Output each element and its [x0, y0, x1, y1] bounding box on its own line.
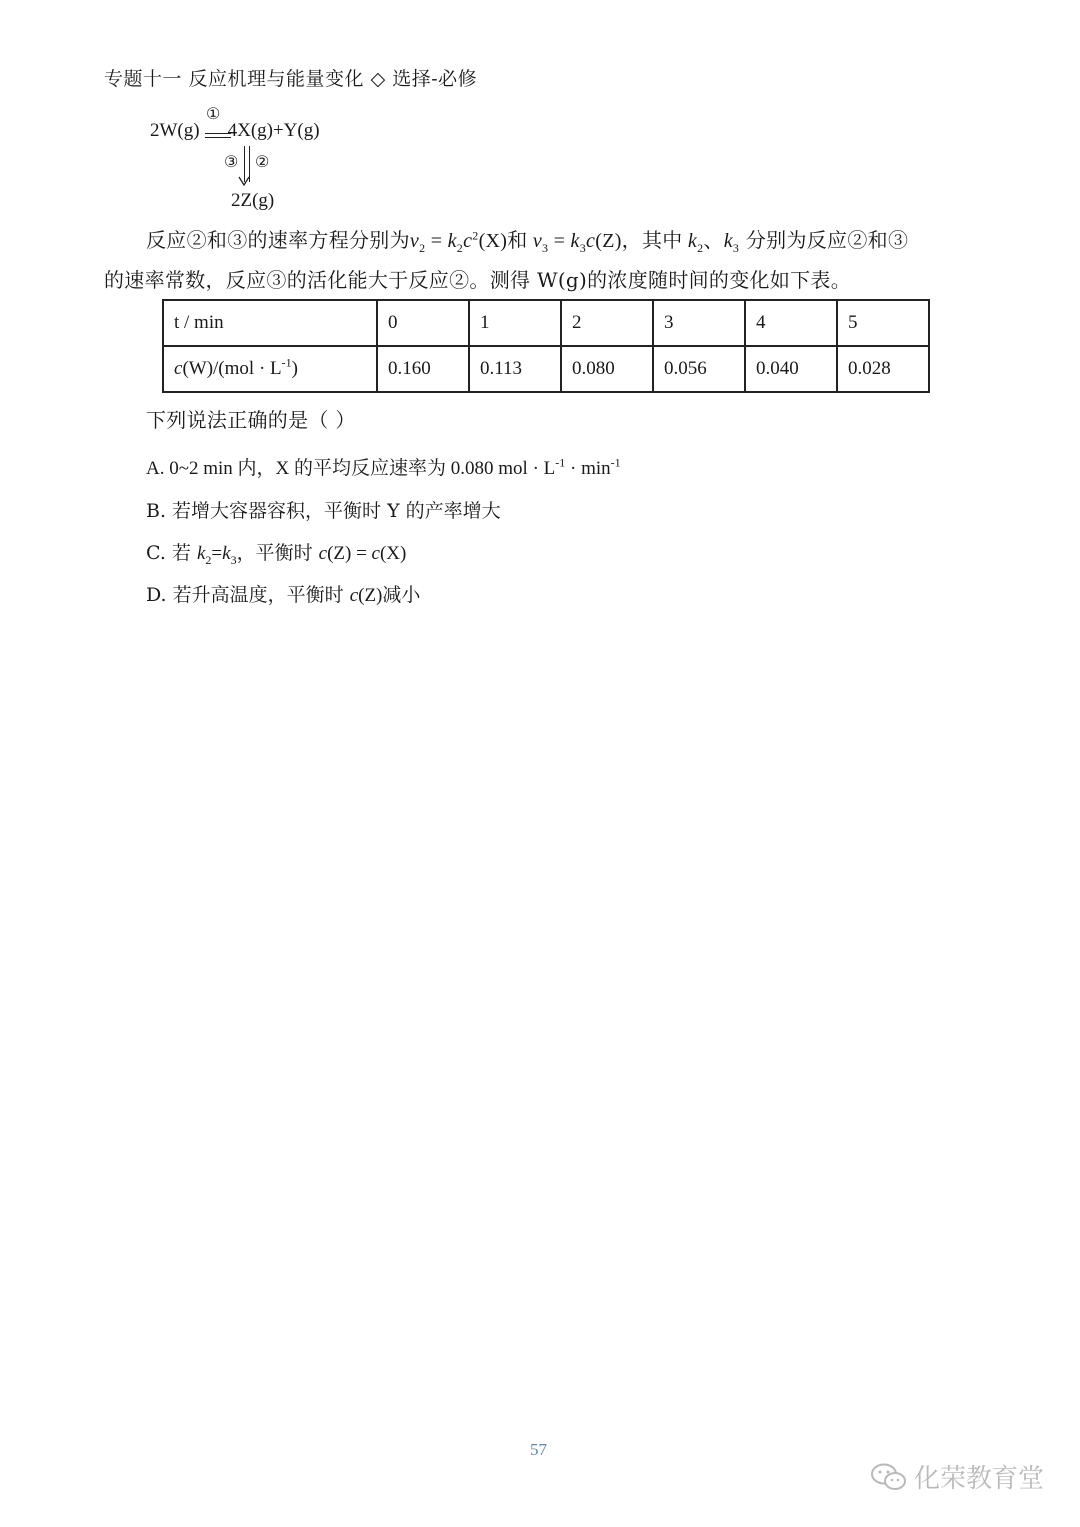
v2-symbol: v	[409, 230, 420, 252]
table-cell: 3	[653, 300, 745, 346]
unit-close: )	[291, 358, 298, 379]
table-cell: 5	[837, 300, 929, 346]
option-b: B. 若增大容器容积，平衡时 Y 的产率增大	[146, 500, 501, 522]
equals: =	[211, 543, 223, 564]
k3-subscript: 3	[732, 241, 740, 255]
scheme-label-3: ③	[224, 152, 239, 171]
c-symbol: c	[463, 230, 473, 252]
intro-text: 反应②和③的速率方程分别为	[146, 228, 410, 252]
unit-superscript: -1	[281, 355, 292, 370]
table-cell: 1	[469, 300, 561, 346]
page-header: 专题十一 反应机理与能量变化 ◇ 选择-必修	[104, 68, 478, 90]
unit-text: (W)/(mol · L	[182, 358, 282, 379]
option-d	[146, 580, 420, 607]
question-prompt: 下列说法正确的是（ ）	[146, 408, 356, 432]
v3-symbol: v	[532, 230, 543, 252]
option-d-text: D. 若升高温度，平衡时	[146, 584, 350, 606]
table-cell: 0	[377, 300, 469, 346]
k3-symbol: k	[570, 230, 580, 252]
page-number: 57	[530, 1440, 547, 1459]
scheme-product-z: 2Z(g)	[231, 190, 275, 211]
watermark	[870, 1458, 1044, 1495]
k3-symbol: k	[723, 230, 733, 252]
c-symbol: c	[318, 543, 328, 564]
intro-line-2: 的速率常数，反应③的活化能大于反应②。测得 W(g)的浓度随时间的变化如下表。	[104, 268, 852, 292]
k3-subscript: 3	[230, 552, 237, 567]
k3-symbol: k	[222, 543, 231, 564]
scheme-label-2: ②	[255, 152, 270, 171]
scheme-reactant: 2W(g)	[150, 120, 200, 141]
equilibrium-line-top	[205, 133, 231, 134]
option-a-text: A. 0~2 min 内，X 的平均反应速率为 0.080 mol · L	[146, 458, 556, 479]
option-a-unit: · min	[565, 458, 611, 479]
option-c-text: ，平衡时	[236, 542, 319, 564]
k2-symbol: k	[687, 230, 698, 252]
table-cell: 4	[745, 300, 837, 346]
table-cell: 0.080	[561, 346, 653, 392]
scheme-equation	[150, 120, 320, 142]
c-symbol: c	[371, 543, 380, 564]
intro-tail: 分别为反应②和③	[739, 228, 909, 252]
scheme-products: 4X(g)+Y(g)	[227, 120, 320, 141]
table-cell: 0.160	[377, 346, 469, 392]
concentration-table	[162, 299, 930, 393]
option-a	[146, 453, 621, 480]
option-a-sup: -1	[610, 455, 621, 470]
table-cell: 0.040	[745, 346, 837, 392]
c-symbol: c	[349, 585, 359, 606]
k2-subscript: 2	[456, 241, 464, 255]
x-text: (X)	[379, 543, 407, 564]
k3-subscript: 3	[579, 241, 587, 255]
k2-subscript: 2	[205, 552, 212, 567]
c-superscript: 2	[472, 228, 479, 243]
wechat-icon	[870, 1462, 908, 1492]
separator: 、	[703, 228, 724, 252]
table-cell: 2	[561, 300, 653, 346]
option-c	[146, 538, 406, 565]
option-c-text: C. 若	[146, 542, 197, 564]
z-text: (Z)，其中	[595, 230, 688, 252]
equals: =	[548, 230, 571, 252]
k2-symbol: k	[196, 543, 206, 564]
v3-subscript: 3	[542, 241, 549, 255]
intro-line-1	[146, 228, 909, 255]
table-row-time	[163, 300, 929, 346]
table-cell: 0.028	[837, 346, 929, 392]
x-text: (X)和	[478, 230, 533, 252]
table-cell: 0.056	[653, 346, 745, 392]
table-header-concentration	[163, 346, 377, 392]
equals: =	[425, 230, 448, 252]
arrow-down-icon	[238, 176, 256, 186]
c-symbol: c	[174, 358, 183, 379]
scheme-label-1: ①	[206, 104, 221, 123]
k2-subscript: 2	[697, 241, 704, 255]
option-a-sup: -1	[555, 455, 566, 470]
c-symbol: c	[586, 230, 596, 252]
table-header-time: t / min	[163, 300, 377, 346]
option-d-text: (Z)减小	[358, 585, 421, 606]
v2-subscript: 2	[419, 241, 426, 255]
z-text: (Z) =	[327, 543, 372, 564]
k2-symbol: k	[447, 230, 457, 252]
equilibrium-line-bottom	[205, 137, 231, 138]
table-row-concentration	[163, 346, 929, 392]
watermark-text: 化荣教育堂	[914, 1464, 1045, 1494]
table-cell: 0.113	[469, 346, 561, 392]
